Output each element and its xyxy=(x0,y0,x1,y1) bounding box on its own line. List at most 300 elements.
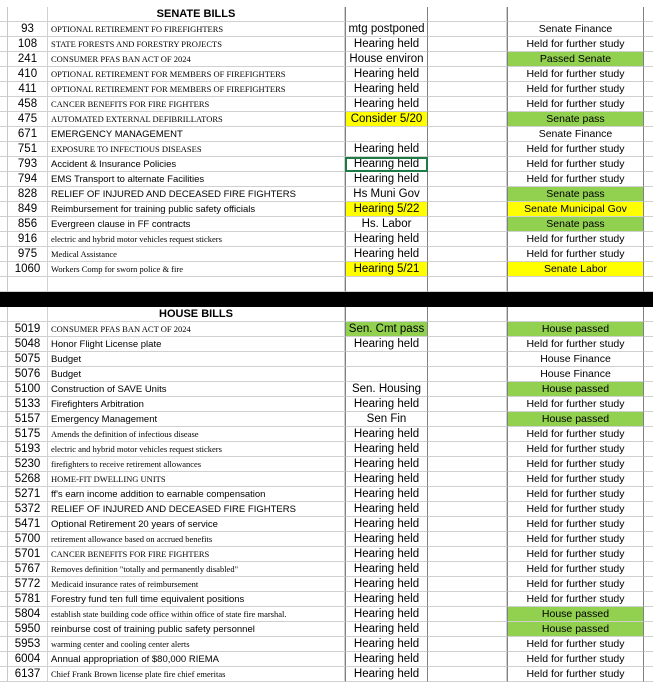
bill-number-cell[interactable]: 856 xyxy=(8,217,48,232)
bill-status-cell[interactable]: Hearing held xyxy=(345,577,428,592)
bill-row xyxy=(0,52,653,67)
bill-status-cell[interactable]: Hearing held xyxy=(345,547,428,562)
bill-result-cell[interactable]: Senate Finance xyxy=(507,127,644,142)
cell-empty[interactable] xyxy=(428,142,507,157)
cell-empty[interactable] xyxy=(428,397,507,412)
bill-row xyxy=(0,157,653,172)
row-gutter xyxy=(0,202,8,217)
bill-number-cell[interactable]: 5781 xyxy=(8,592,48,607)
bill-title-cell[interactable]: Medicaid insurance rates of reimbursement xyxy=(48,577,345,592)
bill-number-cell[interactable]: 5075 xyxy=(8,352,48,367)
cell-empty[interactable] xyxy=(644,262,653,277)
cell-empty[interactable] xyxy=(428,472,507,487)
bill-row xyxy=(0,457,653,472)
cell-empty[interactable] xyxy=(644,442,653,457)
cell-empty[interactable] xyxy=(428,37,507,52)
cell-empty[interactable] xyxy=(428,652,507,667)
bill-title-cell[interactable]: establish state building code office within office of state fire marshal. xyxy=(48,607,345,622)
row-gutter xyxy=(0,307,8,322)
bill-title-cell[interactable]: reinburse cost of training public safety personnel xyxy=(48,622,345,637)
bill-number-cell[interactable]: 5700 xyxy=(8,532,48,547)
bill-number-cell[interactable]: 671 xyxy=(8,127,48,142)
cell-empty[interactable] xyxy=(428,637,507,652)
cell-empty[interactable] xyxy=(644,307,653,322)
bill-status-cell[interactable]: Hearing held xyxy=(345,532,428,547)
cell-empty[interactable] xyxy=(507,307,644,322)
bill-row xyxy=(0,337,653,352)
cell-empty[interactable] xyxy=(644,67,653,82)
cell-empty[interactable] xyxy=(644,277,653,292)
bill-result-cell[interactable]: Held for further study xyxy=(507,232,644,247)
cell-empty[interactable] xyxy=(428,592,507,607)
bill-number-cell[interactable]: 475 xyxy=(8,112,48,127)
bill-result-cell[interactable]: House passed xyxy=(507,607,644,622)
bill-status-cell[interactable]: Hearing held xyxy=(345,67,428,82)
bill-number-cell[interactable]: 5372 xyxy=(8,502,48,517)
cell-empty[interactable] xyxy=(644,412,653,427)
bill-status-cell[interactable]: Hearing held xyxy=(345,502,428,517)
row-gutter xyxy=(0,352,8,367)
bill-status-cell[interactable]: mtg postponed xyxy=(345,22,428,37)
bill-status-cell[interactable]: Hearing held xyxy=(345,37,428,52)
bill-result-cell[interactable]: Held for further study xyxy=(507,532,644,547)
bill-result-cell[interactable]: House passed xyxy=(507,322,644,337)
bill-result-cell[interactable]: Held for further study xyxy=(507,577,644,592)
cell-empty[interactable] xyxy=(428,322,507,337)
bill-result-cell[interactable]: Senate pass xyxy=(507,187,644,202)
bill-status-cell[interactable] xyxy=(345,127,428,142)
row-gutter xyxy=(0,247,8,262)
bill-result-cell[interactable]: Held for further study xyxy=(507,562,644,577)
bill-number-cell[interactable]: 751 xyxy=(8,142,48,157)
bill-title-cell[interactable]: CONSUMER PFAS BAN ACT OF 2024 xyxy=(48,52,345,67)
bill-number-cell[interactable]: 5767 xyxy=(8,562,48,577)
bill-title-cell[interactable]: electric and hybrid motor vehicles request stickers xyxy=(48,232,345,247)
bill-status-cell[interactable]: Sen. Housing xyxy=(345,382,428,397)
bill-result-cell[interactable]: Held for further study xyxy=(507,172,644,187)
bill-status-cell[interactable]: Hearing held xyxy=(345,637,428,652)
cell-empty[interactable] xyxy=(428,217,507,232)
bill-status-cell[interactable]: Hearing held xyxy=(345,142,428,157)
bill-number-cell[interactable]: 5100 xyxy=(8,382,48,397)
cell-empty[interactable] xyxy=(644,37,653,52)
row-gutter xyxy=(0,7,8,22)
row-gutter xyxy=(0,637,8,652)
bill-number-cell[interactable]: 5271 xyxy=(8,487,48,502)
bill-status-cell[interactable]: Hearing held xyxy=(345,667,428,682)
bill-status-cell[interactable]: Hearing held xyxy=(345,622,428,637)
bill-title-cell[interactable]: Optional Retirement 20 years of service xyxy=(48,517,345,532)
cell-empty[interactable] xyxy=(428,562,507,577)
bill-row xyxy=(0,382,653,397)
bill-number-cell[interactable]: 241 xyxy=(8,52,48,67)
bill-status-cell[interactable]: Hearing held xyxy=(345,592,428,607)
bill-row xyxy=(0,322,653,337)
bill-result-cell[interactable]: Passed Senate xyxy=(507,52,644,67)
bill-result-cell[interactable]: Held for further study xyxy=(507,547,644,562)
bill-status-cell[interactable]: Hearing held xyxy=(345,562,428,577)
cell-empty[interactable] xyxy=(644,52,653,67)
bill-status-cell[interactable]: Hearing held xyxy=(345,607,428,622)
bill-status-cell[interactable]: Hearing held xyxy=(345,442,428,457)
cell-empty[interactable] xyxy=(428,22,507,37)
bill-status-cell[interactable]: Hearing held xyxy=(345,172,428,187)
cell-empty[interactable] xyxy=(644,142,653,157)
cell-empty[interactable] xyxy=(428,7,507,22)
bill-result-cell[interactable]: Held for further study xyxy=(507,667,644,682)
bill-status-cell[interactable]: Hearing held xyxy=(345,247,428,262)
cell-empty[interactable] xyxy=(428,247,507,262)
bill-title-cell[interactable]: Firefighters Arbitration xyxy=(48,397,345,412)
bill-result-cell[interactable]: Held for further study xyxy=(507,397,644,412)
bill-number-cell[interactable]: 916 xyxy=(8,232,48,247)
bill-number-cell[interactable]: 5471 xyxy=(8,517,48,532)
bill-result-cell[interactable]: House Finance xyxy=(507,352,644,367)
bill-title-cell[interactable]: electric and hybrid motor vehicles request stickers xyxy=(48,442,345,457)
bill-result-cell[interactable]: Held for further study xyxy=(507,592,644,607)
bill-row xyxy=(0,487,653,502)
bill-title-cell[interactable]: Reimbursement for training public safety officials xyxy=(48,202,345,217)
bill-title-cell[interactable]: Forestry fund ten full time equivalent positions xyxy=(48,592,345,607)
bill-result-cell[interactable]: Held for further study xyxy=(507,337,644,352)
row-gutter xyxy=(0,577,8,592)
bill-title-cell[interactable]: EMERGENCY MANAGEMENT xyxy=(48,127,345,142)
row-gutter xyxy=(0,52,8,67)
bill-result-cell[interactable]: Held for further study xyxy=(507,427,644,442)
cell-empty[interactable] xyxy=(428,607,507,622)
bill-result-cell[interactable]: Held for further study xyxy=(507,517,644,532)
cell-empty[interactable] xyxy=(644,487,653,502)
bill-number-cell[interactable]: 458 xyxy=(8,97,48,112)
bill-title-cell[interactable]: warming center and cooling center alerts xyxy=(48,637,345,652)
row-gutter xyxy=(0,97,8,112)
cell-empty[interactable] xyxy=(507,7,644,22)
cell-empty[interactable] xyxy=(428,82,507,97)
bill-title-cell[interactable]: Budget xyxy=(48,352,345,367)
cell-empty[interactable] xyxy=(428,367,507,382)
cell-empty[interactable] xyxy=(428,487,507,502)
bill-status-cell[interactable]: Sen. Cmt pass xyxy=(345,322,428,337)
bill-title-cell[interactable]: Medical Assistance xyxy=(48,247,345,262)
row-gutter xyxy=(0,442,8,457)
bill-result-cell[interactable]: House Finance xyxy=(507,367,644,382)
cell-empty[interactable] xyxy=(428,127,507,142)
cell-empty[interactable] xyxy=(48,277,345,292)
cell-empty[interactable] xyxy=(644,97,653,112)
bill-result-cell[interactable]: Held for further study xyxy=(507,82,644,97)
bill-result-cell[interactable]: Held for further study xyxy=(507,97,644,112)
cell-empty[interactable] xyxy=(644,172,653,187)
section-title[interactable]: HOUSE BILLS xyxy=(48,307,345,322)
bill-title-cell[interactable]: Annual appropriation of $80,000 RIEMA xyxy=(48,652,345,667)
bill-status-cell[interactable]: Hearing held xyxy=(345,652,428,667)
bill-title-cell[interactable]: Chief Frank Brown license plate fire chief emeritas xyxy=(48,667,345,682)
row-gutter xyxy=(0,322,8,337)
cell-empty[interactable] xyxy=(428,412,507,427)
cell-empty[interactable] xyxy=(644,367,653,382)
cell-empty[interactable] xyxy=(644,592,653,607)
section-divider xyxy=(0,292,653,307)
cell-empty[interactable] xyxy=(428,337,507,352)
bill-result-cell[interactable]: House passed xyxy=(507,412,644,427)
bill-status-cell[interactable]: Hearing held xyxy=(345,337,428,352)
bill-number-cell[interactable]: 1060 xyxy=(8,262,48,277)
section-title[interactable]: SENATE BILLS xyxy=(48,7,345,22)
row-gutter xyxy=(0,37,8,52)
cell-empty[interactable] xyxy=(644,637,653,652)
bill-row xyxy=(0,412,653,427)
bill-number-cell[interactable]: 5268 xyxy=(8,472,48,487)
bill-title-cell[interactable]: retirement allowance based on accrued benefits xyxy=(48,532,345,547)
bill-title-cell[interactable]: CANCER BENEFITS FOR FIRE FIGHTERS xyxy=(48,97,345,112)
bill-title-cell[interactable]: Removes definition "totally and permanently disabled" xyxy=(48,562,345,577)
bill-title-cell[interactable]: HOME-FIT DWELLING UNITS xyxy=(48,472,345,487)
senate-header-row xyxy=(0,7,653,22)
row-gutter xyxy=(0,517,8,532)
bill-result-cell[interactable]: Held for further study xyxy=(507,652,644,667)
cell-empty[interactable] xyxy=(428,307,507,322)
bill-status-cell[interactable]: Hearing 5/22 xyxy=(345,202,428,217)
cell-empty[interactable] xyxy=(644,202,653,217)
cell-empty[interactable] xyxy=(428,517,507,532)
cell-empty[interactable] xyxy=(644,427,653,442)
cell-empty[interactable] xyxy=(644,622,653,637)
bill-status-cell[interactable] xyxy=(345,367,428,382)
cell-empty[interactable] xyxy=(428,532,507,547)
cell-empty[interactable] xyxy=(428,97,507,112)
bill-row xyxy=(0,607,653,622)
cell-empty[interactable] xyxy=(644,577,653,592)
bill-status-cell[interactable]: Hearing held xyxy=(345,457,428,472)
bill-title-cell[interactable]: RELIEF OF INJURED AND DECEASED FIRE FIGHTERS xyxy=(48,187,345,202)
bill-number-cell[interactable]: 5133 xyxy=(8,397,48,412)
cell-empty[interactable] xyxy=(644,322,653,337)
cell-empty[interactable] xyxy=(428,382,507,397)
cell-empty[interactable] xyxy=(345,277,428,292)
bill-result-cell[interactable]: Senate pass xyxy=(507,217,644,232)
bill-number-cell[interactable]: 5701 xyxy=(8,547,48,562)
bill-result-cell[interactable]: Senate Finance xyxy=(507,22,644,37)
cell-empty[interactable] xyxy=(644,397,653,412)
cell-empty[interactable] xyxy=(644,187,653,202)
row-gutter xyxy=(0,262,8,277)
bill-row xyxy=(0,112,653,127)
cell-empty[interactable] xyxy=(428,427,507,442)
bill-number-cell[interactable]: 5953 xyxy=(8,637,48,652)
bill-title-cell[interactable]: OPTIONAL RETIREMENT FOR MEMBERS OF FIREFIGHTERS xyxy=(48,82,345,97)
cell-empty[interactable] xyxy=(428,172,507,187)
bill-number-cell[interactable]: 5230 xyxy=(8,457,48,472)
cell-empty[interactable] xyxy=(428,157,507,172)
row-gutter xyxy=(0,547,8,562)
cell-empty[interactable] xyxy=(644,7,653,22)
cell-empty[interactable] xyxy=(8,277,48,292)
cell-empty[interactable] xyxy=(644,517,653,532)
bill-title-cell[interactable]: Budget xyxy=(48,367,345,382)
bill-title-cell[interactable]: Evergreen clause in FF contracts xyxy=(48,217,345,232)
bill-status-cell[interactable]: Hearing held xyxy=(345,232,428,247)
bill-row xyxy=(0,592,653,607)
bill-title-cell[interactable]: STATE FORESTS AND FORESTRY PROJECTS xyxy=(48,37,345,52)
bill-result-cell[interactable]: Held for further study xyxy=(507,637,644,652)
cell-empty[interactable] xyxy=(428,112,507,127)
bill-result-cell[interactable]: Senate pass xyxy=(507,112,644,127)
bill-number-cell[interactable]: 5950 xyxy=(8,622,48,637)
cell-empty[interactable] xyxy=(644,547,653,562)
bill-number-cell[interactable]: 849 xyxy=(8,202,48,217)
bill-title-cell[interactable]: firefighters to receive retirement allowances xyxy=(48,457,345,472)
cell-empty[interactable] xyxy=(644,217,653,232)
bill-title-cell[interactable]: AUTOMATED EXTERNAL DEFIBRILLATORS xyxy=(48,112,345,127)
bill-status-cell[interactable]: Hearing held xyxy=(345,397,428,412)
cell-empty[interactable] xyxy=(507,277,644,292)
bill-result-cell[interactable]: Held for further study xyxy=(507,37,644,52)
bill-title-cell[interactable]: CONSUMER PFAS BAN ACT OF 2024 xyxy=(48,322,345,337)
cell-empty[interactable] xyxy=(428,67,507,82)
cell-empty[interactable] xyxy=(644,652,653,667)
cell-empty[interactable] xyxy=(428,232,507,247)
row-gutter xyxy=(0,397,8,412)
bill-status-cell[interactable]: Sen Fin xyxy=(345,412,428,427)
bill-status-cell[interactable]: Hearing held xyxy=(345,82,428,97)
bill-title-cell[interactable]: Workers Comp for sworn police & fire xyxy=(48,262,345,277)
bill-number-cell[interactable]: 794 xyxy=(8,172,48,187)
bill-status-cell[interactable] xyxy=(345,352,428,367)
bill-number-cell[interactable]: 793 xyxy=(8,157,48,172)
bill-row xyxy=(0,37,653,52)
house-header-row xyxy=(0,307,653,322)
bill-title-cell[interactable]: Amends the definition of infectious disease xyxy=(48,427,345,442)
bill-result-cell[interactable]: Held for further study xyxy=(507,502,644,517)
cell-empty[interactable] xyxy=(428,457,507,472)
bill-number-cell[interactable]: 5804 xyxy=(8,607,48,622)
cell-empty[interactable] xyxy=(644,457,653,472)
cell-empty[interactable] xyxy=(428,622,507,637)
row-gutter xyxy=(0,157,8,172)
cell-empty[interactable] xyxy=(644,472,653,487)
bill-number-cell[interactable]: 828 xyxy=(8,187,48,202)
cell-empty[interactable] xyxy=(428,202,507,217)
bill-number-cell[interactable]: 108 xyxy=(8,37,48,52)
bill-number-cell[interactable]: 5157 xyxy=(8,412,48,427)
bill-title-cell[interactable]: OPTIONAL RETIREMENT FOR MEMBERS OF FIREFIGHTERS xyxy=(48,67,345,82)
cell-empty[interactable] xyxy=(428,262,507,277)
bill-status-cell[interactable]: Hearing held xyxy=(345,97,428,112)
cell-empty[interactable] xyxy=(644,352,653,367)
bill-title-cell[interactable]: Accident & Insurance Policies xyxy=(48,157,345,172)
cell-empty[interactable] xyxy=(644,607,653,622)
bill-status-cell[interactable]: Hearing held xyxy=(345,157,428,172)
cell-empty[interactable] xyxy=(644,502,653,517)
cell-empty[interactable] xyxy=(644,232,653,247)
bill-row xyxy=(0,502,653,517)
bill-status-cell[interactable]: Hearing held xyxy=(345,427,428,442)
bill-row xyxy=(0,187,653,202)
bill-title-cell[interactable]: EXPOSURE TO INFECTIOUS DISEASES xyxy=(48,142,345,157)
bill-result-cell[interactable]: Held for further study xyxy=(507,457,644,472)
cell-empty[interactable] xyxy=(644,247,653,262)
bill-title-cell[interactable]: Honor Flight License plate xyxy=(48,337,345,352)
bill-status-cell[interactable]: Hearing held xyxy=(345,487,428,502)
cell-empty[interactable] xyxy=(345,7,428,22)
bill-title-cell[interactable]: Construction of SAVE Units xyxy=(48,382,345,397)
bill-number-cell[interactable]: 5193 xyxy=(8,442,48,457)
bill-result-cell[interactable]: Held for further study xyxy=(507,247,644,262)
bill-number-cell[interactable]: 410 xyxy=(8,67,48,82)
bill-result-cell[interactable]: Held for further study xyxy=(507,472,644,487)
bill-status-cell[interactable]: House environ xyxy=(345,52,428,67)
bill-number-cell[interactable]: 975 xyxy=(8,247,48,262)
bill-title-cell[interactable]: ff's earn income addition to earnable compensation xyxy=(48,487,345,502)
bill-result-cell[interactable]: Held for further study xyxy=(507,157,644,172)
cell-empty[interactable] xyxy=(428,187,507,202)
bill-title-cell[interactable]: EMS Transport to alternate Facilities xyxy=(48,172,345,187)
bill-number-cell[interactable]: 6004 xyxy=(8,652,48,667)
bill-title-cell[interactable]: Emergency Management xyxy=(48,412,345,427)
cell-empty[interactable] xyxy=(644,532,653,547)
cell-empty[interactable] xyxy=(644,562,653,577)
cell-empty[interactable] xyxy=(8,307,48,322)
bill-result-cell[interactable]: House passed xyxy=(507,622,644,637)
bill-number-cell[interactable]: 93 xyxy=(8,22,48,37)
cell-empty[interactable] xyxy=(644,337,653,352)
cell-empty[interactable] xyxy=(644,22,653,37)
cell-empty[interactable] xyxy=(428,277,507,292)
cell-empty[interactable] xyxy=(644,112,653,127)
cell-empty[interactable] xyxy=(428,667,507,682)
bill-number-cell[interactable]: 5076 xyxy=(8,367,48,382)
bill-result-cell[interactable]: Held for further study xyxy=(507,442,644,457)
cell-empty[interactable] xyxy=(644,382,653,397)
bill-result-cell[interactable]: Senate Labor xyxy=(507,262,644,277)
row-gutter xyxy=(0,22,8,37)
bill-title-cell[interactable]: CANCER BENEFITS FOR FIRE FIGHTERS xyxy=(48,547,345,562)
bill-number-cell[interactable]: 5048 xyxy=(8,337,48,352)
bill-status-cell[interactable]: Hearing 5/21 xyxy=(345,262,428,277)
bill-title-cell[interactable]: OPTIONAL RETIREMENT FO FIREFIGHTERS xyxy=(48,22,345,37)
bill-number-cell[interactable]: 5772 xyxy=(8,577,48,592)
cell-empty[interactable] xyxy=(428,52,507,67)
bill-result-cell[interactable]: House passed xyxy=(507,382,644,397)
cell-empty[interactable] xyxy=(644,82,653,97)
bill-number-cell[interactable]: 5019 xyxy=(8,322,48,337)
bill-result-cell[interactable]: Held for further study xyxy=(507,67,644,82)
bill-status-cell[interactable]: Hearing held xyxy=(345,517,428,532)
cell-empty[interactable] xyxy=(644,157,653,172)
cell-empty[interactable] xyxy=(428,502,507,517)
bill-status-cell[interactable]: Consider 5/20 xyxy=(345,112,428,127)
cell-empty[interactable] xyxy=(428,352,507,367)
bill-status-cell[interactable]: Hs. Labor xyxy=(345,217,428,232)
bill-number-cell[interactable]: 5175 xyxy=(8,427,48,442)
cell-empty[interactable] xyxy=(428,547,507,562)
cell-empty[interactable] xyxy=(428,442,507,457)
bill-status-cell[interactable]: Hs Muni Gov xyxy=(345,187,428,202)
bill-title-cell[interactable]: RELIEF OF INJURED AND DECEASED FIRE FIGHTERS xyxy=(48,502,345,517)
cell-empty[interactable] xyxy=(428,577,507,592)
bill-result-cell[interactable]: Senate Municipal Gov xyxy=(507,202,644,217)
cell-empty[interactable] xyxy=(644,127,653,142)
cell-empty[interactable] xyxy=(345,307,428,322)
cell-empty[interactable] xyxy=(644,667,653,682)
bill-number-cell[interactable]: 6137 xyxy=(8,667,48,682)
bill-number-cell[interactable]: 411 xyxy=(8,82,48,97)
bill-status-cell[interactable]: Hearing held xyxy=(345,472,428,487)
bill-result-cell[interactable]: Held for further study xyxy=(507,487,644,502)
bill-row xyxy=(0,247,653,262)
cell-empty[interactable] xyxy=(8,7,48,22)
bill-result-cell[interactable]: Held for further study xyxy=(507,142,644,157)
